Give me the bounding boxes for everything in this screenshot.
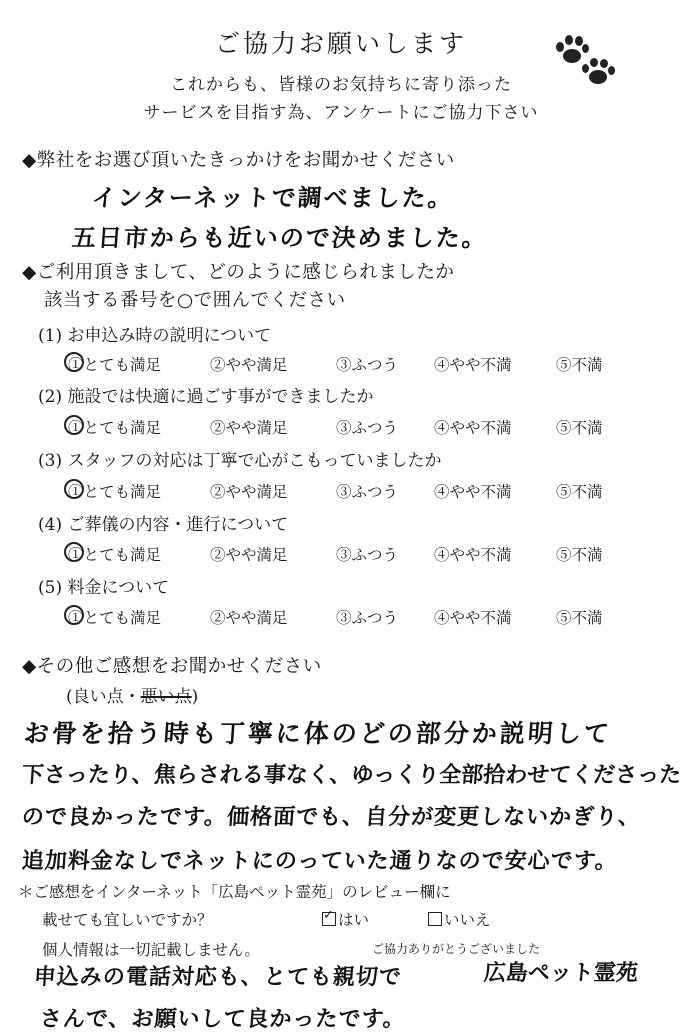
intro-line-2: サービスを目指す為、アンケートにご協力下さい [143,103,539,123]
intro-line-1: これからも、皆様のお気持ちに寄り添った [170,75,512,95]
selected-circle [64,542,84,562]
selected-circle [64,415,84,435]
option-neutral[interactable]: ③ふつう [336,546,399,564]
option-somewhat-satisfied[interactable]: ②やや満足 [210,546,288,564]
option-neutral[interactable]: ③ふつう [336,483,399,501]
option-somewhat-dissatisfied[interactable]: ④やや不満 [434,609,512,627]
answer-3-line-4: 追加料金なしでネットにのっていた通りなので安心です。 [20,849,619,874]
item-2-options [66,416,626,438]
consent-line-2: 載せても宜しいですか？ [42,911,213,929]
question-3-heading: ◆その他ご感想をお聞かせください [22,656,322,677]
selected-circle [64,352,84,372]
selected-circle [64,479,84,499]
item-2-label: (2) 施設では快適に過ごす事ができましたか [38,387,374,407]
option-dissatisfied[interactable]: ⑤不満 [556,419,603,437]
option-dissatisfied[interactable]: ⑤不満 [556,609,603,627]
option-somewhat-satisfied[interactable]: ②やや満足 [210,419,288,437]
answer-1-line-1: インターネットで調べました。 [90,184,455,212]
answer-3-line-1: お骨を拾う時も丁寧に体のどの部分か説明して [22,719,613,748]
form-title: ご協力お願いします [214,29,467,58]
option-very-satisfied[interactable]: ①とても満足 [66,416,208,438]
item-3-options [66,480,626,502]
consent-line-1: ＊ご感想をインターネット「広島ペット霊苑」のレビュー欄に [18,883,451,901]
question-1-heading: ◆弊社をお選び頂いたきっかけをお聞かせください [22,150,455,171]
option-very-satisfied[interactable]: ①とても満足 [66,543,208,565]
option-somewhat-satisfied[interactable]: ②やや満足 [210,609,288,627]
item-1-options [66,353,626,375]
answer-3-line-3: ので良かったです。価格面でも、自分が変更しないかぎり、 [20,805,642,830]
consent-yes[interactable]: ✓ はい [322,908,369,930]
item-5-options [66,606,626,628]
option-very-satisfied[interactable]: ①とても満足 [66,606,208,628]
question-2-instruction: 該当する番号を○で囲んでください [44,290,346,311]
question-2-heading: ◆ご利用頂きまして、どのように感じられましたか [22,262,455,283]
selected-circle [64,605,84,625]
option-somewhat-satisfied[interactable]: ②やや満足 [210,356,288,374]
option-neutral[interactable]: ③ふつう [336,609,399,627]
option-somewhat-dissatisfied[interactable]: ④やや不満 [434,546,512,564]
answer-1-line-2: 五日市からも近いので決めました。 [70,224,489,252]
question-3-subtitle: (良い点・悪い点) [66,687,199,707]
item-3-label: (3) スタッフの対応は丁寧で心がこもっていましたか [38,451,442,471]
item-4-label: (4) ご葬儀の内容・進行について [38,515,289,535]
item-5-label: (5) 料金について [38,578,170,598]
handwritten-footer-line-2: さんで、お願いして良かったです。 [38,1007,407,1032]
option-somewhat-satisfied[interactable]: ②やや満足 [210,483,288,501]
option-neutral[interactable]: ③ふつう [336,356,399,374]
empty-checkbox-icon[interactable] [428,912,442,926]
item-4-options [66,543,626,565]
item-1-label: (1) お申込み時の説明について [38,326,272,346]
thanks-note: ご協力ありがとうございました [372,942,541,956]
option-somewhat-dissatisfied[interactable]: ④やや不満 [434,356,512,374]
answer-3-line-2: 下さったり、焦らされる事なく、ゆっくり全部拾わせてくださった [20,763,682,788]
option-neutral[interactable]: ③ふつう [336,419,399,437]
option-somewhat-dissatisfied[interactable]: ④やや不満 [434,483,512,501]
handwritten-brand: 広島ペット霊苑 [482,961,639,986]
struck-option: 悪い点 [140,687,192,707]
handwritten-footer-line-1: 申込みの電話対応も、とても親切で [32,965,403,990]
option-dissatisfied[interactable]: ⑤不満 [556,546,603,564]
option-dissatisfied[interactable]: ⑤不満 [556,483,603,501]
privacy-note: 個人情報は一切記載しません。 [42,941,260,959]
option-very-satisfied[interactable]: ①とても満足 [66,480,208,502]
option-very-satisfied[interactable]: ①とても満足 [66,353,208,375]
option-dissatisfied[interactable]: ⑤不満 [556,356,603,374]
checked-checkbox-icon[interactable] [322,912,336,926]
consent-no[interactable]: いいえ [428,908,491,930]
option-somewhat-dissatisfied[interactable]: ④やや不満 [434,419,512,437]
